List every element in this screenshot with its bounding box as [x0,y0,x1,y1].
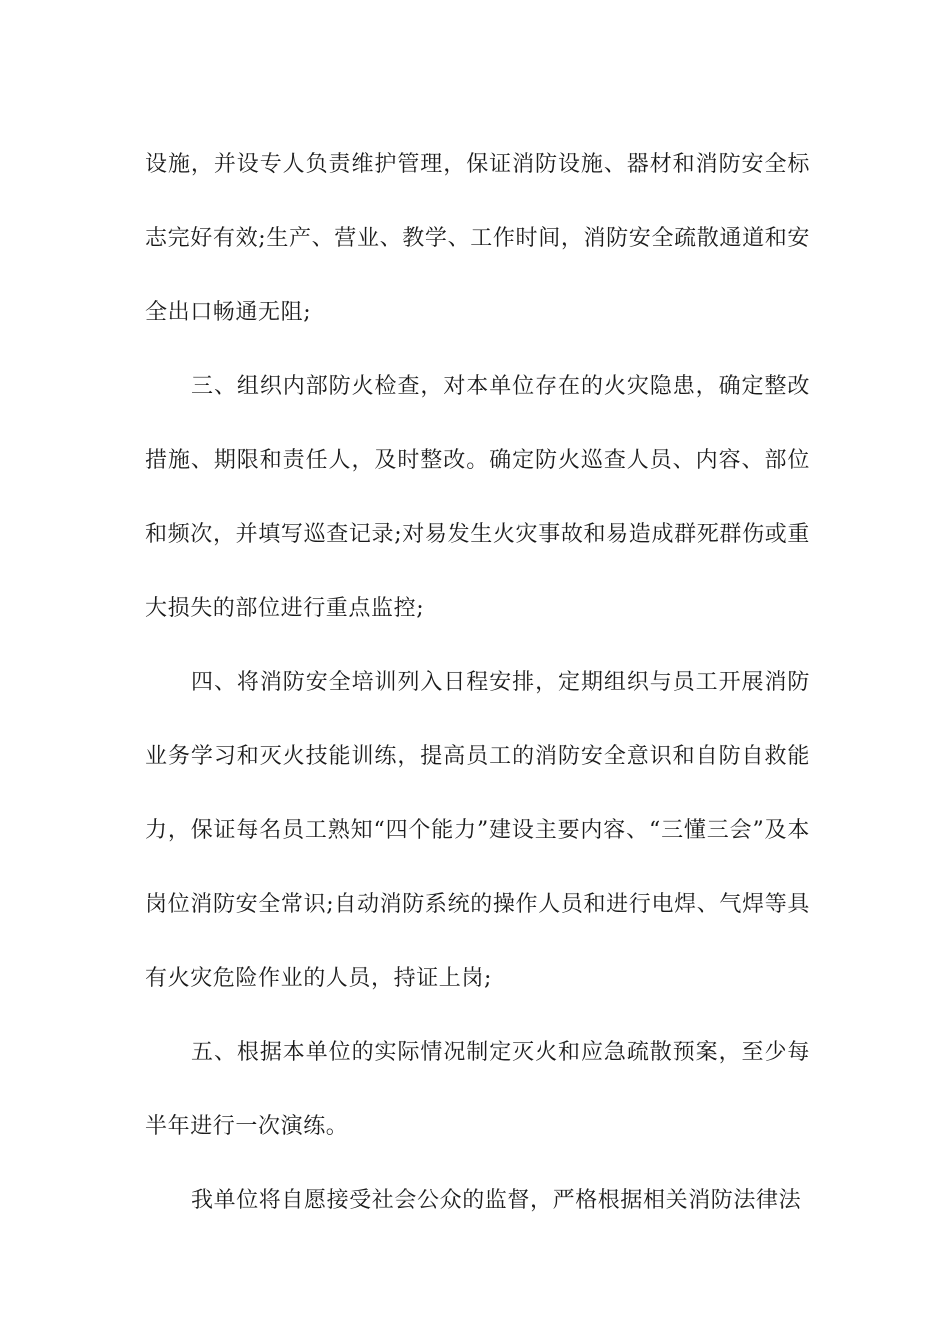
document-body [145,128,810,1238]
paragraph-item-4-safety-training: 四、将消防安全培训列入日程安排，定期组织与员工开展消防业务学习和灭火技能训练，提高员工的消防安全意识和自防自救能力，保证每名员工熟知“四个能力”建设主要内容、“三懂三会”及本岗位消防安全常识;自动消防系统的操作人员和进行电焊、气焊等具有火灾危险作业的人员，持证上岗; [145,670,810,991]
paragraph-item-5-evacuation-plan: 五、根据本单位的实际情况制定灭火和应急疏散预案，至少每半年进行一次演练。 [145,1040,810,1139]
paragraph-item-3-fire-inspection: 三、组织内部防火检查，对本单位存在的火灾隐患，确定整改措施、期限和责任人，及时整改。确定防火巡查人员、内容、部位和频次，并填写巡查记录;对易发生火灾事故和易造成群死群伤或重大损失的部位进行重点监控; [145,374,810,621]
paragraph-public-supervision: 我单位将自愿接受社会公众的监督，严格根据相关消防法律法 [191,1188,802,1213]
paragraph-facility-maintenance: 设施，并设专人负责维护管理，保证消防设施、器材和消防安全标志完好有效;生产、营业、教学、工作时间，消防安全疏散通道和安全出口畅通无阻; [145,152,810,325]
